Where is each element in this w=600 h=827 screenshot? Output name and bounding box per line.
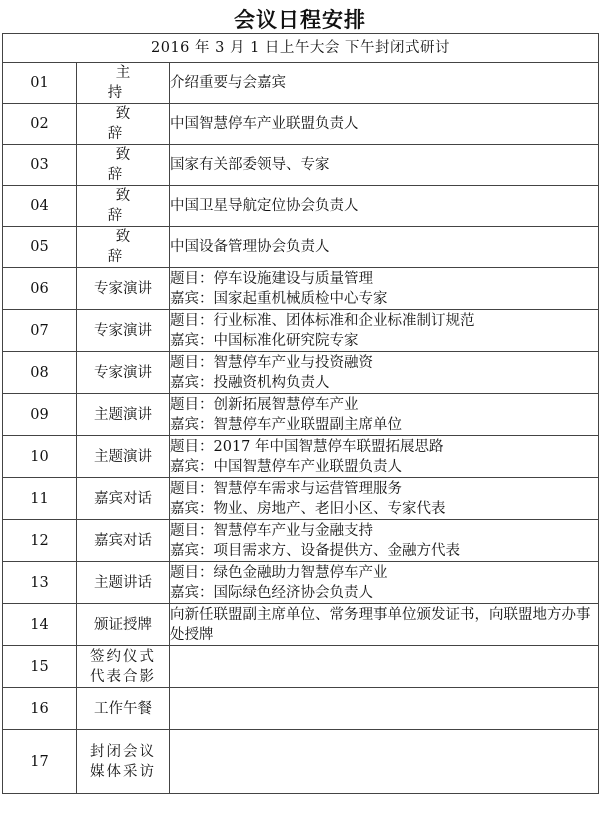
- row-role: 致 辞: [77, 104, 170, 145]
- table-row: [3, 436, 599, 478]
- table-row: [3, 646, 599, 688]
- row-role: [77, 646, 170, 688]
- table-row: [3, 562, 599, 604]
- agenda-table: [2, 33, 599, 794]
- row-number: 17: [3, 730, 77, 794]
- row-role: 专家演讲: [77, 352, 170, 394]
- detail-topic: 题目：智慧停车产业与金融支持: [170, 522, 373, 539]
- table-row: [3, 478, 599, 520]
- table-row: [3, 227, 599, 268]
- role-line: 媒体采访: [90, 763, 156, 780]
- table-row: [3, 104, 599, 145]
- detail-topic: 题目：创新拓展智慧停车产业: [170, 396, 359, 413]
- table-row: [3, 268, 599, 310]
- detail-line: 中国智慧停车产业联盟负责人: [170, 116, 359, 132]
- role-line: 封闭会议: [90, 743, 156, 760]
- row-detail: [170, 604, 599, 646]
- table-subtitle: 2016 年 3 月 1 日上午大会 下午封闭式研讨: [3, 34, 599, 63]
- detail-topic: 题目：行业标准、团体标准和企业标准制订规范: [170, 312, 475, 329]
- row-number: 08: [3, 352, 77, 394]
- detail-line: 介绍重要与会嘉宾: [170, 75, 286, 91]
- detail-guest: 嘉宾：中国标准化研究院专家: [170, 332, 359, 349]
- detail-guest: 嘉宾：投融资机构负责人: [170, 374, 330, 391]
- row-role: 嘉宾对话: [77, 478, 170, 520]
- row-role: 主题演讲: [77, 436, 170, 478]
- row-role: 致 辞: [77, 186, 170, 227]
- row-detail: [170, 352, 599, 394]
- detail-topic: 题目：智慧停车产业与投资融资: [170, 354, 373, 371]
- row-number: 02: [3, 104, 77, 145]
- row-number: 04: [3, 186, 77, 227]
- detail-guest: 嘉宾：国家起重机械质检中心专家: [170, 290, 388, 307]
- row-number: 14: [3, 604, 77, 646]
- table-row: [3, 186, 599, 227]
- row-detail: [170, 730, 599, 794]
- detail-guest: 嘉宾：国际绿色经济协会负责人: [170, 584, 373, 601]
- row-role: 工作午餐: [77, 688, 170, 730]
- row-detail: [170, 520, 599, 562]
- row-number: 09: [3, 394, 77, 436]
- row-number: 16: [3, 688, 77, 730]
- row-role: 主题讲话: [77, 562, 170, 604]
- row-role: 致 辞: [77, 145, 170, 186]
- page-title: 会议日程安排: [234, 8, 366, 32]
- row-number: 10: [3, 436, 77, 478]
- role-line: 代表合影: [90, 668, 156, 685]
- row-number: 11: [3, 478, 77, 520]
- detail-line: 中国卫星导航定位协会负责人: [170, 198, 359, 214]
- detail-topic: 题目：2017 年中国智慧停车联盟拓展思路: [170, 438, 444, 455]
- detail-topic: 题目：停车设施建设与质量管理: [170, 270, 373, 287]
- row-role: 专家演讲: [77, 268, 170, 310]
- row-detail: [170, 478, 599, 520]
- table-row: [3, 63, 599, 104]
- table-row: [3, 730, 599, 794]
- row-role: 嘉宾对话: [77, 520, 170, 562]
- table-row: [3, 352, 599, 394]
- row-detail: [170, 310, 599, 352]
- role-line: 签约仪式: [90, 648, 156, 665]
- row-number: 12: [3, 520, 77, 562]
- row-role: [77, 730, 170, 794]
- row-detail: [170, 646, 599, 688]
- table-row: [3, 310, 599, 352]
- row-role: 主题演讲: [77, 394, 170, 436]
- row-detail: [170, 436, 599, 478]
- row-detail: [170, 104, 599, 145]
- row-number: 03: [3, 145, 77, 186]
- row-number: 07: [3, 310, 77, 352]
- row-detail: [170, 394, 599, 436]
- row-number: 05: [3, 227, 77, 268]
- table-row: [3, 394, 599, 436]
- row-number: 15: [3, 646, 77, 688]
- detail-guest: 嘉宾：项目需求方、设备提供方、金融方代表: [170, 542, 460, 559]
- row-detail: [170, 145, 599, 186]
- detail-line: 国家有关部委领导、专家: [170, 157, 330, 173]
- detail-topic: 题目：智慧停车需求与运营管理服务: [170, 480, 402, 497]
- row-role: 主 持: [77, 63, 170, 104]
- row-detail: [170, 562, 599, 604]
- row-number: 06: [3, 268, 77, 310]
- table-row: [3, 604, 599, 646]
- row-role: 颁证授牌: [77, 604, 170, 646]
- row-role: 专家演讲: [77, 310, 170, 352]
- detail-topic: 题目：绿色金融助力智慧停车产业: [170, 564, 388, 581]
- row-detail: [170, 227, 599, 268]
- row-number: 13: [3, 562, 77, 604]
- row-detail: [170, 688, 599, 730]
- table-row: [3, 520, 599, 562]
- detail-guest: 嘉宾：智慧停车产业联盟副主席单位: [170, 416, 402, 433]
- row-detail: [170, 268, 599, 310]
- table-row: [3, 145, 599, 186]
- detail-guest: 嘉宾：物业、房地产、老旧小区、专家代表: [170, 500, 446, 517]
- table-row: [3, 688, 599, 730]
- detail-guest: 嘉宾：中国智慧停车产业联盟负责人: [170, 458, 402, 475]
- row-role: 致 辞: [77, 227, 170, 268]
- detail-text: 向新任联盟副主席单位、常务理事单位颁发证书，向联盟地方办事处授牌: [170, 606, 591, 643]
- row-detail: [170, 186, 599, 227]
- detail-line: 中国设备管理协会负责人: [170, 239, 330, 255]
- row-number: 01: [3, 63, 77, 104]
- row-detail: [170, 63, 599, 104]
